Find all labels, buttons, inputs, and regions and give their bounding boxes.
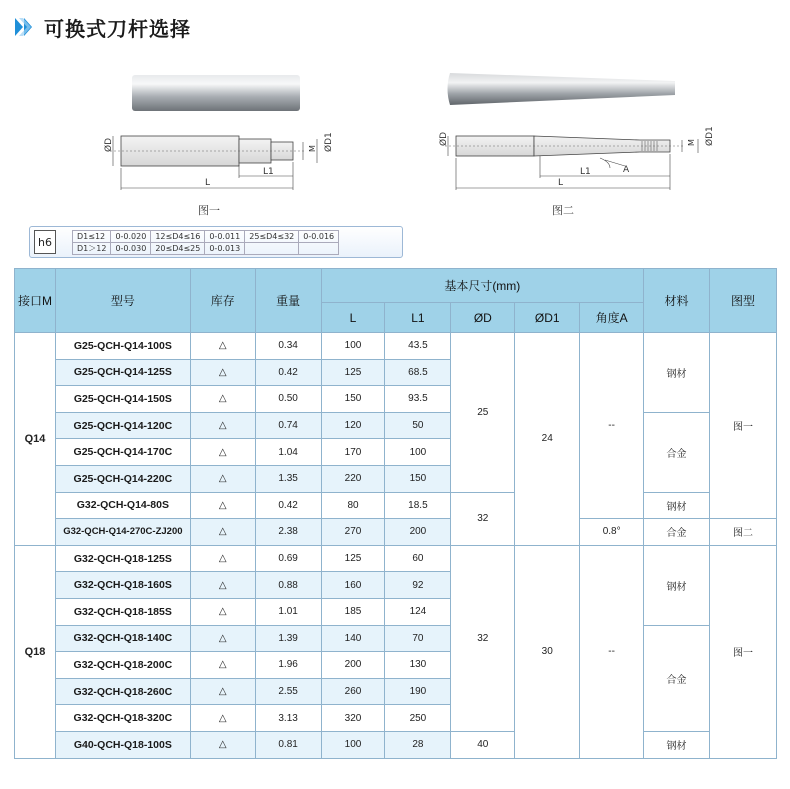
tol-cell: 0-0.016	[299, 231, 339, 243]
weight-cell: 0.50	[255, 386, 321, 413]
figure-cell: 图一	[709, 333, 776, 519]
od-cell: 40	[451, 731, 515, 758]
weight-cell: 2.38	[255, 519, 321, 546]
header-material: 材料	[644, 269, 710, 333]
l-cell: 100	[321, 731, 385, 758]
stock-cell: △	[190, 465, 255, 492]
figure-1-drawing	[95, 68, 345, 198]
header-interface: 接口M	[15, 269, 56, 333]
od-cell: 32	[451, 545, 515, 731]
interface-q14: Q14	[15, 333, 56, 546]
model-cell: G32-QCH-Q14-270C-ZJ200	[55, 519, 190, 546]
l-cell: 170	[321, 439, 385, 466]
l-cell: 125	[321, 359, 385, 386]
l-cell: 185	[321, 598, 385, 625]
od1-label: ØD1	[324, 132, 334, 152]
od-cell: 32	[451, 492, 515, 545]
header-figure: 图型	[709, 269, 776, 333]
weight-cell: 1.35	[255, 465, 321, 492]
l1-cell: 68.5	[385, 359, 451, 386]
model-cell: G25-QCH-Q14-170C	[55, 439, 190, 466]
header-model: 型号	[55, 269, 190, 333]
stock-cell: △	[190, 439, 255, 466]
od1-cell: 30	[515, 545, 580, 758]
l1-cell: 150	[385, 465, 451, 492]
l1-label: L1	[263, 167, 274, 177]
l-cell: 160	[321, 572, 385, 599]
table-row	[15, 492, 777, 519]
tol-cell: 0-0.030	[111, 243, 151, 255]
stock-cell: △	[190, 652, 255, 679]
table-row	[15, 412, 777, 439]
header-l: L	[321, 303, 385, 333]
l-cell: 140	[321, 625, 385, 652]
material-cell: 合金	[644, 519, 710, 546]
stock-cell: △	[190, 731, 255, 758]
page-title: 可换式刀杆选择	[44, 16, 191, 41]
stock-cell: △	[190, 678, 255, 705]
model-cell: G32-QCH-Q18-200C	[55, 652, 190, 679]
page-header	[14, 12, 191, 42]
tolerance-box	[29, 226, 403, 258]
tol-cell: 25≤D4≤32	[245, 231, 299, 243]
l-cell: 200	[321, 652, 385, 679]
od-label: ØD	[104, 137, 114, 152]
l1-cell: 124	[385, 598, 451, 625]
tol-cell: 0-0.020	[111, 231, 151, 243]
m-label: M	[687, 139, 696, 146]
tol-cell: 20≤D4≤25	[151, 243, 205, 255]
table-row	[15, 333, 777, 360]
tol-cell: D1＞12	[73, 243, 111, 255]
l1-cell: 92	[385, 572, 451, 599]
m-label: M	[308, 145, 317, 152]
header-od1: ØD1	[515, 303, 580, 333]
l-cell: 150	[321, 386, 385, 413]
header-l1: L1	[385, 303, 451, 333]
stock-cell: △	[190, 492, 255, 519]
l1-cell: 28	[385, 731, 451, 758]
figure-cell: 图一	[709, 545, 776, 758]
weight-cell: 0.74	[255, 412, 321, 439]
stock-cell: △	[190, 333, 255, 360]
weight-cell: 1.96	[255, 652, 321, 679]
model-cell: G32-QCH-Q18-260C	[55, 678, 190, 705]
l1-cell: 43.5	[385, 333, 451, 360]
weight-cell: 1.01	[255, 598, 321, 625]
l1-cell: 200	[385, 519, 451, 546]
l-cell: 220	[321, 465, 385, 492]
table-row	[15, 625, 777, 652]
tolerance-grade: h6	[34, 230, 56, 254]
angle-cell: --	[580, 545, 644, 758]
stock-cell: △	[190, 386, 255, 413]
material-cell: 合金	[644, 625, 710, 731]
header-angle: 角度A	[580, 303, 644, 333]
weight-cell: 0.34	[255, 333, 321, 360]
l-cell: 270	[321, 519, 385, 546]
angle-cell: 0.8°	[580, 519, 644, 546]
weight-cell: 0.88	[255, 572, 321, 599]
model-cell: G32-QCH-Q18-185S	[55, 598, 190, 625]
header-weight: 重量	[255, 269, 321, 333]
l1-cell: 130	[385, 652, 451, 679]
stock-cell: △	[190, 545, 255, 572]
model-cell: G25-QCH-Q14-150S	[55, 386, 190, 413]
l1-label: L1	[580, 167, 591, 177]
l-label: L	[558, 178, 564, 188]
weight-cell: 0.42	[255, 492, 321, 519]
l1-cell: 190	[385, 678, 451, 705]
figure-2-caption: 图二	[552, 204, 574, 217]
od1-cell: 24	[515, 333, 580, 546]
model-cell: G25-QCH-Q14-220C	[55, 465, 190, 492]
l-cell: 260	[321, 678, 385, 705]
stock-cell: △	[190, 598, 255, 625]
figure-cell: 图二	[709, 519, 776, 546]
weight-cell: 0.69	[255, 545, 321, 572]
stock-cell: △	[190, 705, 255, 732]
stock-cell: △	[190, 412, 255, 439]
table-row	[15, 731, 777, 758]
material-cell: 钢材	[644, 492, 710, 519]
od-label: ØD	[439, 131, 449, 146]
tol-cell: 0-0.011	[205, 231, 245, 243]
material-cell: 钢材	[644, 545, 710, 625]
stock-cell: △	[190, 519, 255, 546]
od-cell: 25	[451, 333, 515, 493]
model-cell: G32-QCH-Q18-140C	[55, 625, 190, 652]
tapered-shank-render	[448, 73, 676, 105]
model-cell: G25-QCH-Q14-125S	[55, 359, 190, 386]
header-od: ØD	[451, 303, 515, 333]
weight-cell: 1.39	[255, 625, 321, 652]
tol-cell	[299, 243, 339, 255]
tolerance-table	[72, 230, 339, 255]
l1-cell: 18.5	[385, 492, 451, 519]
weight-cell: 0.81	[255, 731, 321, 758]
interface-q18: Q18	[15, 545, 56, 758]
weight-cell: 2.55	[255, 678, 321, 705]
l-cell: 80	[321, 492, 385, 519]
l1-cell: 70	[385, 625, 451, 652]
double-chevron-icon	[14, 16, 38, 38]
weight-cell: 1.04	[255, 439, 321, 466]
model-cell: G32-QCH-Q14-80S	[55, 492, 190, 519]
tol-cell: 0-0.013	[205, 243, 245, 255]
model-cell: G25-QCH-Q14-100S	[55, 333, 190, 360]
angle-cell: --	[580, 333, 644, 519]
model-cell: G32-QCH-Q18-160S	[55, 572, 190, 599]
model-cell: G40-QCH-Q18-100S	[55, 731, 190, 758]
l-cell: 120	[321, 412, 385, 439]
od1-label: ØD1	[705, 126, 715, 146]
weight-cell: 0.42	[255, 359, 321, 386]
tol-cell: D1≤12	[73, 231, 111, 243]
stock-cell: △	[190, 572, 255, 599]
weight-cell: 3.13	[255, 705, 321, 732]
spec-table	[14, 268, 777, 759]
stock-cell: △	[190, 359, 255, 386]
table-row	[15, 519, 777, 546]
header-stock: 库存	[190, 269, 255, 333]
material-cell: 钢材	[644, 333, 710, 413]
model-cell: G25-QCH-Q14-120C	[55, 412, 190, 439]
table-row	[15, 545, 777, 572]
l1-cell: 250	[385, 705, 451, 732]
l-cell: 125	[321, 545, 385, 572]
model-cell: G32-QCH-Q18-125S	[55, 545, 190, 572]
l-cell: 100	[321, 333, 385, 360]
shank-render	[132, 75, 300, 111]
header-basic-size: 基本尺寸(mm)	[321, 269, 644, 303]
l1-cell: 50	[385, 412, 451, 439]
stock-cell: △	[190, 625, 255, 652]
a-label: A	[623, 165, 630, 175]
l1-cell: 93.5	[385, 386, 451, 413]
material-cell: 合金	[644, 412, 710, 492]
tol-cell	[245, 243, 299, 255]
l-cell: 320	[321, 705, 385, 732]
l1-cell: 100	[385, 439, 451, 466]
figure-1-caption: 图一	[198, 204, 220, 217]
l1-cell: 60	[385, 545, 451, 572]
tol-cell: 12≤D4≤16	[151, 231, 205, 243]
material-cell: 钢材	[644, 731, 710, 758]
l-label: L	[205, 178, 211, 188]
model-cell: G32-QCH-Q18-320C	[55, 705, 190, 732]
figure-2-drawing	[430, 68, 720, 198]
